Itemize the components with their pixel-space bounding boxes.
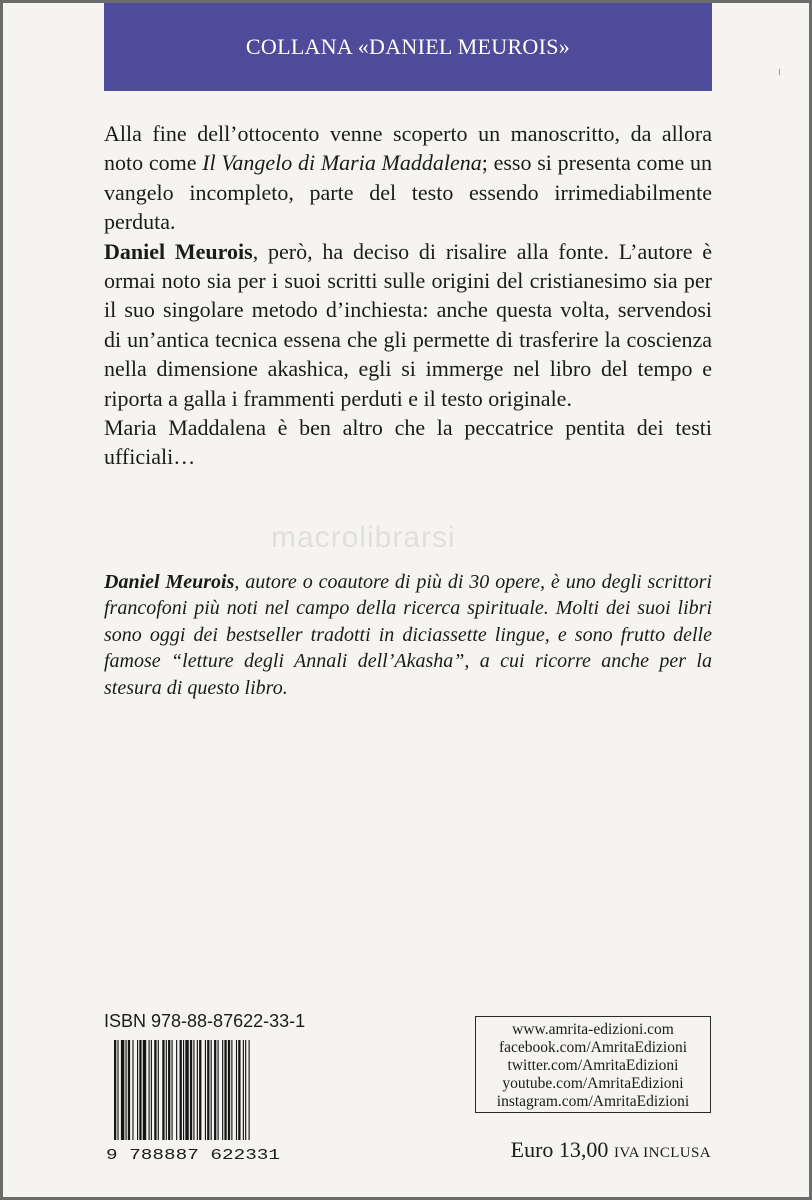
barcode-bar [193,1040,194,1140]
barcode-bar [190,1040,192,1140]
barcode-bar [132,1040,133,1140]
barcode-bar [166,1040,167,1140]
instagram-link[interactable]: instagram.com/AmritaEdizioni [496,1093,690,1110]
barcode-bar [243,1040,244,1140]
barcode-bar [236,1040,237,1140]
barcode-bar [126,1040,127,1140]
price [475,1137,711,1163]
bio-author-name: Daniel Meurois [104,571,235,593]
twitter-link[interactable]: twitter.com/AmritaEdizioni [507,1057,679,1074]
barcode-bar [172,1040,173,1140]
barcode-bar [154,1040,156,1140]
youtube-link[interactable]: youtube.com/AmritaEdizioni [502,1075,684,1092]
bio-text: , autore o coautore di più di 30 opere, è uno degli scrittori francofoni più noti nel campo della ricerca spirituale. Molti dei suoi libri sono oggi dei bestseller tradotti in diciassette lingue, e sono frutto delle famose “letture degli Annali dell’Akasha”, a cui ricorre anche per la stesura di questo libro. [104,571,712,699]
social-links-box [475,1016,711,1113]
description-p2-text: , però, ha deciso di risalire alla fonte. L’autore è ormai noto sia per i suoi scritti sulle origini del cristianesimo sia per il suo singolare metodo d’inchiesta: anche questa volta, servendosi di un’antica tecnica essena che gli permette di trasferire la coscienza nella dimensione akashica, egli si immerge nel libro del tempo e riporta a galla i frammenti perduti e il testo originale. [104,238,713,411]
author-name-bold: Daniel Meurois [104,238,253,264]
author-bio-paragraph [104,569,712,701]
price-amount: Euro 13,00 [510,1137,609,1162]
description-p1-end: ; esso si presenta come un vangelo incompleto, parte del testo essendo irrimediabilmente perduta. [104,150,713,235]
description-paragraph-1 [104,119,712,237]
tax-note: IVA INCLUSA [613,1145,711,1161]
barcode-bar [162,1040,164,1140]
barcode-bar [143,1040,146,1140]
barcode-bar [158,1040,159,1140]
barcode-bar [249,1040,250,1140]
description-p1-start: Alla fine dell’ottocento venne scoperto un manoscritto, da allora noto come [104,121,712,176]
edge-mark [779,69,780,75]
barcode-bar [185,1040,188,1140]
barcode-bar [151,1040,152,1140]
barcode-bar [228,1040,230,1140]
series-title: COLLANA «DANIEL MEUROIS» [245,34,571,59]
barcode-bar [149,1040,150,1140]
barcode-bar [222,1040,223,1140]
barcode-bar [176,1040,177,1140]
watermark-text: macrolibrarsi [271,521,456,554]
description-text [104,119,712,472]
barcode-bar [199,1040,201,1140]
barcode-bar [180,1040,182,1140]
barcode-digits: 9 788887 622331 [106,1147,280,1163]
barcode-bars [114,1040,250,1140]
description-paragraph-3: Maria Maddalena è ben altro che la peccatrice pentita dei testi ufficiali… [104,415,712,470]
barcode [104,1036,282,1163]
barcode-bar [117,1040,118,1140]
barcode-bar [205,1040,206,1140]
barcode-bar [245,1040,246,1140]
description-paragraph-2 [104,237,712,413]
barcode-bar [183,1040,184,1140]
gospel-title: Il Vangelo di Maria Maddalena [202,150,482,176]
barcode-bar [207,1040,209,1140]
barcode-bar [238,1040,240,1140]
barcode-bar [121,1040,124,1140]
barcode-bar [128,1040,130,1140]
barcode-bar [214,1040,216,1140]
barcode-bar [137,1040,138,1140]
barcode-bar [114,1040,116,1140]
barcode-bar [168,1040,170,1140]
barcode-bar [218,1040,219,1140]
isbn-label: ISBN 978-88-87622-33-1 [104,1011,306,1031]
website-link[interactable]: www.amrita-edizioni.com [512,1021,674,1038]
barcode-bar [231,1040,232,1140]
barcode-bar [224,1040,226,1140]
barcode-bar [211,1040,212,1140]
barcode-bar [139,1040,141,1140]
barcode-bar [197,1040,198,1140]
facebook-link[interactable]: facebook.com/AmritaEdizioni [498,1039,688,1056]
series-banner [104,3,712,91]
author-bio [104,569,712,701]
